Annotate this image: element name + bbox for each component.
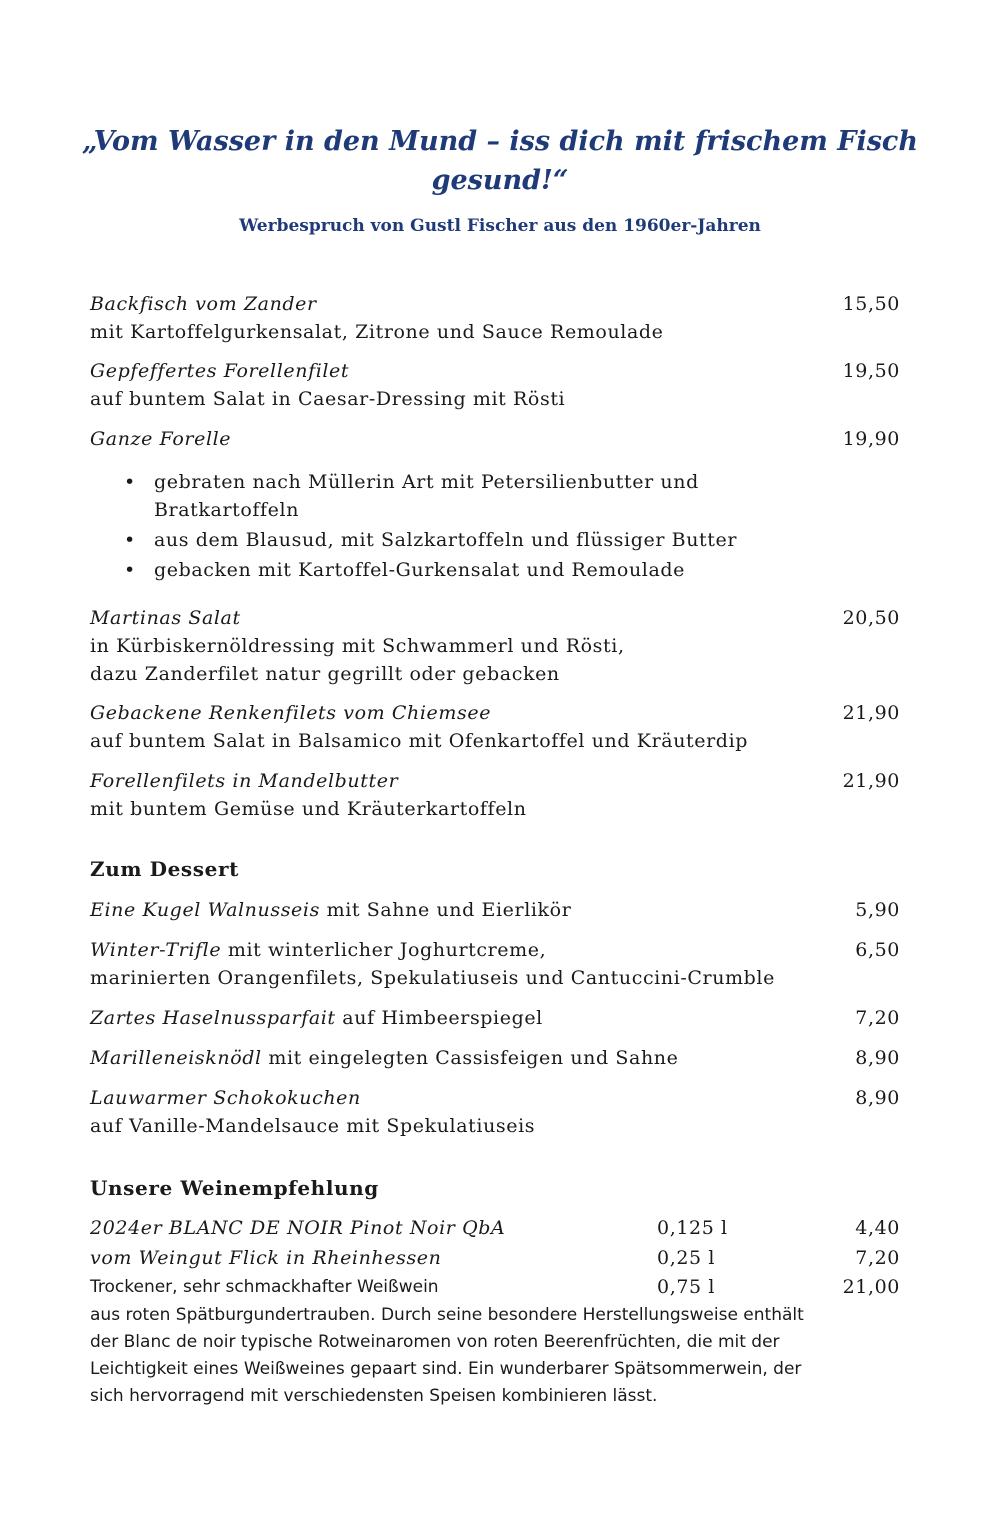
bullet-icon: • [124, 471, 136, 493]
bullet-icon: • [124, 559, 136, 581]
header-quote: „Vom Wasser in den Mund – iss dich mit frischem Fisch gesund!“ [82, 126, 918, 196]
dish-description: auf Vanille-Mandelsauce mit Spekulatiuseis [90, 1115, 536, 1137]
menu-item [90, 767, 900, 823]
menu-item [90, 357, 900, 413]
dish-description: auf Himbeerspiegel [335, 1007, 543, 1029]
dish-description: auf buntem Salat in Caesar-Dressing mit Rösti [90, 388, 566, 410]
menu-item [90, 604, 900, 688]
dish-price: 19,90 [842, 428, 900, 450]
menu-item [90, 1084, 900, 1140]
dish-description: dazu Zanderfilet natur gegrillt oder gebacken [90, 663, 560, 685]
dish-price: 6,50 [855, 939, 900, 961]
dish-name: Eine Kugel Walnusseis [90, 899, 320, 921]
preparation-options [120, 468, 737, 586]
wine-description-line: sich hervorragend mit verschiedensten Speisen kombinieren lässt. [90, 1386, 658, 1406]
dish-name: Gepfeffertes Forellenfilet [90, 360, 350, 382]
menu-item [90, 699, 900, 755]
menu-item [90, 896, 900, 924]
wine-description-line: aus roten Spätburgundertrauben. Durch seine besondere Herstellungsweise enthält [90, 1305, 804, 1325]
dish-description: mit Kartoffelgurkensalat, Zitrone und Sauce Remoulade [90, 321, 664, 343]
wine-description-line: der Blanc de noir typische Rotweinaromen von roten Beerenfrüchten, die mit der [90, 1332, 780, 1352]
dish-name: Backfisch vom Zander [90, 293, 317, 315]
dish-name: Gebackene Renkenfilets vom Chiemsee [90, 702, 492, 724]
bullet-icon: • [124, 529, 136, 551]
dish-name: Winter-Trifle [90, 939, 222, 961]
header-attribution: Werbespruch von Gustl Fischer aus den 1960er-Jahren [239, 216, 761, 236]
dish-name: Marilleneisknödl [90, 1047, 262, 1069]
wine-size: 0,25 l [657, 1247, 716, 1269]
option-text: gebraten nach Müllerin Art mit Petersilienbutter und Bratkartoffeln [154, 471, 699, 521]
dish-description: auf buntem Salat in Balsamico mit Ofenkartoffel und Kräuterdip [90, 730, 749, 752]
dish-price: 19,50 [842, 360, 900, 382]
option-text: gebacken mit Kartoffel-Gurkensalat und Remoulade [154, 559, 686, 581]
section-heading-dessert: Zum Dessert [90, 857, 239, 881]
wine-row [90, 1272, 900, 1302]
dish-name: Zartes Haselnussparfait [90, 1007, 336, 1029]
wine-row [90, 1243, 900, 1273]
dish-name: Ganze Forelle [90, 428, 232, 450]
dish-price: 21,90 [842, 702, 900, 724]
dish-name: Lauwarmer Schokokuchen [90, 1087, 361, 1109]
wine-producer: vom Weingut Flick in Rheinhessen [90, 1247, 442, 1269]
wine-price: 4,40 [855, 1217, 900, 1239]
dish-price: 5,90 [855, 899, 900, 921]
dish-price: 7,20 [855, 1007, 900, 1029]
wine-name: 2024er BLANC DE NOIR Pinot Noir QbA [90, 1217, 506, 1239]
dish-price: 21,90 [842, 770, 900, 792]
wine-size: 0,75 l [657, 1276, 716, 1298]
option-text: aus dem Blausud, mit Salzkartoffeln und flüssiger Butter [154, 529, 738, 551]
wine-description [90, 1302, 920, 1410]
section-heading-wine: Unsere Weinempfehlung [90, 1176, 379, 1200]
menu-item [90, 1004, 900, 1032]
wine-size: 0,125 l [657, 1217, 728, 1239]
dish-description: mit Sahne und Eierlikör [319, 899, 572, 921]
dish-description: mit buntem Gemüse und Kräuterkartoffeln [90, 798, 527, 820]
dish-price: 8,90 [855, 1087, 900, 1109]
wine-price: 21,00 [842, 1276, 900, 1298]
wine-description-line: Leichtigkeit eines Weißweines gepaart sind. Ein wunderbarer Spätsommerwein, der [90, 1359, 802, 1379]
wine-row [90, 1213, 900, 1243]
wine-price: 7,20 [855, 1247, 900, 1269]
dish-description: marinierten Orangenfilets, Spekulatiuseis und Cantuccini-Crumble [90, 967, 775, 989]
dish-price: 15,50 [842, 293, 900, 315]
menu-item [90, 425, 900, 453]
dish-price: 20,50 [842, 607, 900, 629]
dish-description: mit winterlicher Joghurtcreme, [221, 939, 547, 961]
list-item [120, 526, 737, 554]
wine-tasting-note: Trockener, sehr schmackhafter Weißwein [90, 1277, 439, 1297]
list-item [120, 556, 737, 584]
menu-item [90, 1044, 900, 1072]
dish-name: Forellenfilets in Mandelbutter [90, 770, 399, 792]
dish-description: mit eingelegten Cassisfeigen und Sahne [261, 1047, 679, 1069]
dish-name: Martinas Salat [90, 607, 241, 629]
menu-item [90, 936, 900, 992]
dish-price: 8,90 [855, 1047, 900, 1069]
dish-description: in Kürbiskernöldressing mit Schwammerl und Rösti, [90, 635, 625, 657]
list-item [120, 468, 714, 524]
menu-item [90, 290, 900, 346]
